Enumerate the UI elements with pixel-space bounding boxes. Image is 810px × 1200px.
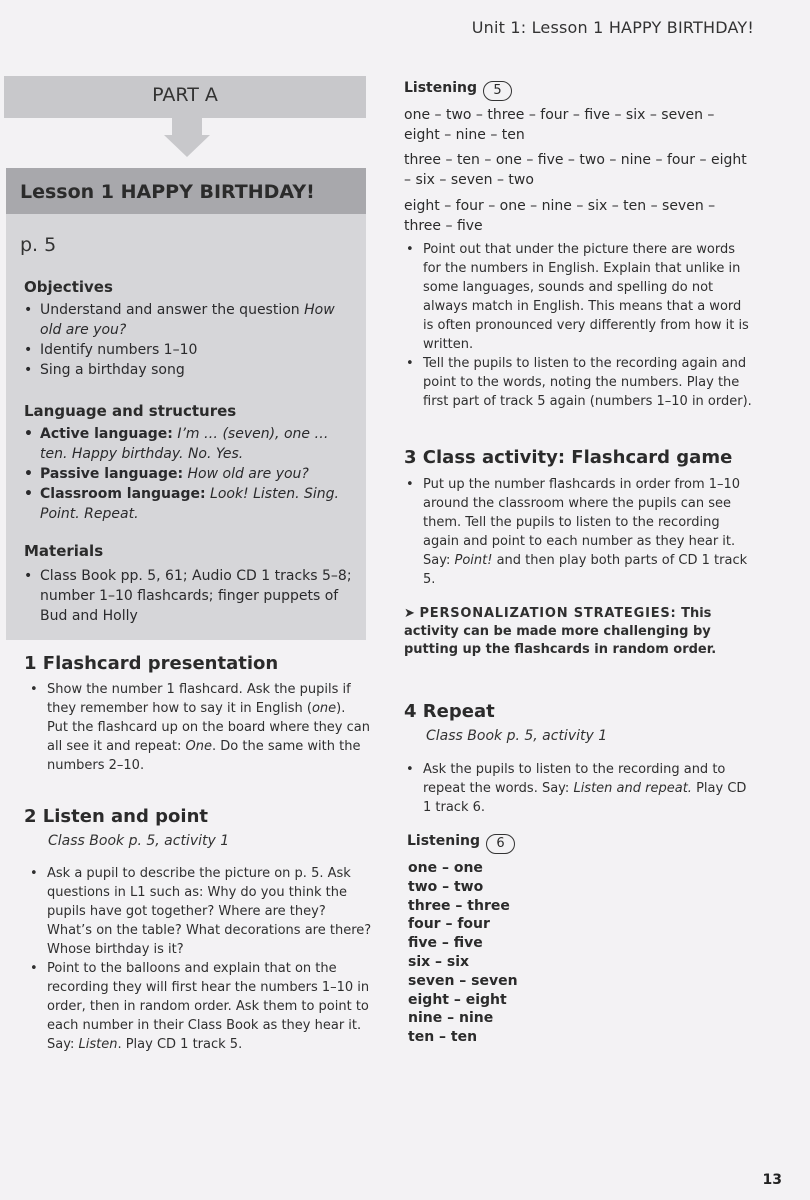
listening-5-heading: Listening 5 [404,80,512,101]
list-item: two – two [408,878,484,895]
list-item: • Show the number 1 flashcard. Ask the pupils if they remember how to say it in English (one). Put the flashcard up on the board where they can all see it and repeat: One. Do the same with the numbers 2–10. [28,680,370,775]
part-label: PART A [152,84,218,106]
lesson-title-band [6,168,366,214]
list-item: • Tell the pupils to listen to the recording again and point to the words, noting the numbers. Play the first part of track 5 again (numbers 1–10 in order). [404,354,754,411]
down-arrow-icon [164,135,210,157]
language-list [24,424,354,524]
list-item: six – six [408,953,470,970]
list-item: ten – ten [408,1029,478,1046]
section-4-heading: 4 Repeat [404,701,495,722]
number-sequence: one – two – three – four – five – six – seven – eight – nine – ten [404,107,715,143]
list-item: seven – seven [408,972,518,989]
page-number: 13 [762,1172,782,1188]
personalization-label: PERSONALIZATION STRATEGIES: [419,606,677,621]
section-4-list [404,760,754,817]
materials-heading: Materials [24,542,104,560]
track-number-badge: 5 [483,81,512,101]
language-item: • Classroom language: Look! Listen. Sing. Point. Repeat. [24,484,354,524]
list-item: • Put up the number flashcards in order from 1–10 around the classroom where the pupils can see them. Tell the pupils to listen to the recording again and point to each number as they hear it. Say: Point! and then play both parts of CD 1 track 5. [404,475,754,589]
list-item: • Ask a pupil to describe the picture on p. 5. Ask questions in L1 such as: Why do you think the pupils have got together? Where are they? What’s on the table? What decorations are there? Whose birthday is it? [28,864,372,959]
language-heading: Language and structures [24,402,237,420]
materials-item: • Class Book pp. 5, 61; Audio CD 1 tracks 5–8; number 1–10 flashcards; finger puppets of Bud and Holly [24,566,354,626]
section-2-list [28,864,372,1054]
list-item: one – one [408,860,483,876]
list-item: nine – nine [408,1010,494,1027]
section-3-heading: 3 Class activity: Flashcard game [404,447,733,468]
list-item: eight – eight [408,991,507,1008]
materials-list [24,566,354,626]
section-4-subheading: Class Book p. 5, activity 1 [426,728,608,744]
arrow-right-icon: ➤ [404,606,415,621]
list-item: five – five [408,935,483,952]
objective-item: • Understand and answer the question How old are you? [24,300,354,340]
section-2-subheading: Class Book p. 5, activity 1 [48,833,230,849]
objective-item: • Sing a birthday song [24,360,354,380]
listening-6-heading: Listening 6 [407,833,515,854]
list-item: • Ask the pupils to listen to the recording and to repeat the words. Say: Listen and repeat. Play CD 1 track 6. [404,760,754,817]
part-banner [4,76,366,118]
language-item: • Passive language: How old are you? [24,464,354,484]
objective-item: • Identify numbers 1–10 [24,340,354,360]
section-1-list [28,680,370,775]
track-number-badge: 6 [486,834,515,854]
running-header: Unit 1: Lesson 1 HAPPY BIRTHDAY! [471,18,754,37]
arrow-stem [172,118,202,136]
page-reference: p. 5 [20,234,57,256]
section-3-list [404,475,754,589]
section-2-heading: 2 Listen and point [24,806,208,827]
list-item: • Point to the balloons and explain that on the recording they will first hear the numbers 1–10 in order, then in random order. Ask them to point to each number in their Class Book as they hear it. Say: Listen. Play CD 1 track 5. [28,959,372,1054]
lesson-title: Lesson 1 HAPPY BIRTHDAY! [20,181,315,203]
language-item: • Active language: I’m … (seven), one … ten. Happy birthday. No. Yes. [24,424,354,464]
list-item: • Point out that under the picture there are words for the numbers in English. Explain that unlike in some languages, sounds and spelling do not always match in English. This means that a word is often pronounced very differently from how it is written. [404,240,754,354]
list-item: three – three [408,897,510,914]
number-sequence: eight – four – one – nine – six – ten – seven – three – five [404,198,716,234]
list-item: four – four [408,916,490,933]
lesson-summary-box [6,168,366,640]
section-1-heading: 1 Flashcard presentation [24,653,279,674]
objectives-heading: Objectives [24,278,113,296]
number-pairs-list [408,859,608,1047]
listening-5-notes [404,240,754,411]
personalization-note: ➤ PERSONALIZATION STRATEGIES: This activity can be made more challenging by putting up the flashcards in random order. [404,606,717,657]
objectives-list [24,300,354,380]
number-sequence: three – ten – one – five – two – nine – four – eight – six – seven – two [404,152,747,188]
